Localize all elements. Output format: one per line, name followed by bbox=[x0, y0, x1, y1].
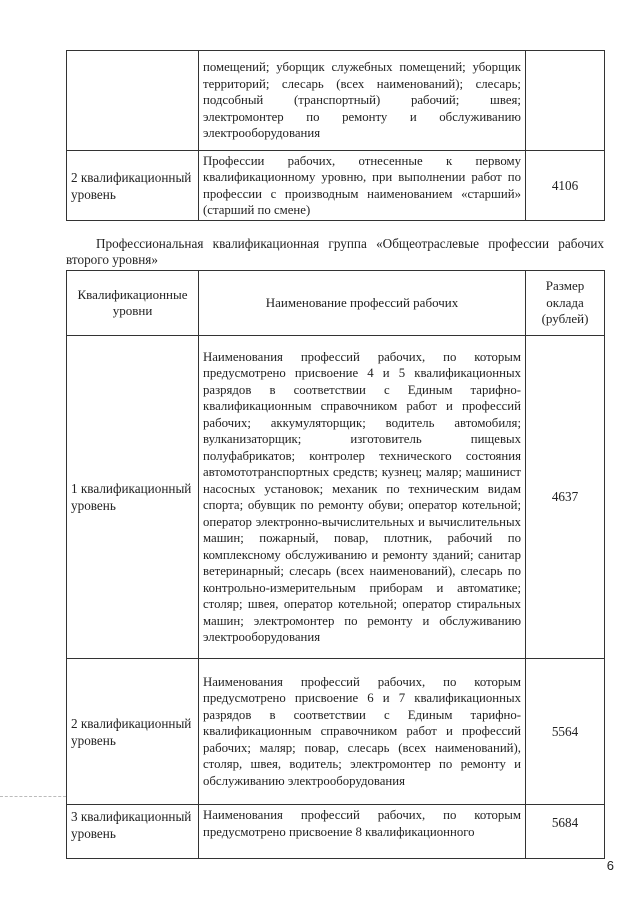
table-row bbox=[67, 659, 605, 805]
continued-qualification-table bbox=[66, 50, 605, 221]
table-row bbox=[67, 151, 605, 221]
salary-cell: 4106 bbox=[526, 151, 605, 221]
salary-cell: 5564 bbox=[526, 659, 605, 805]
table-row bbox=[67, 336, 605, 659]
salary-cell: 5684 bbox=[526, 805, 605, 859]
page-number: 6 bbox=[606, 858, 614, 873]
salary-cell: 4637 bbox=[526, 336, 605, 659]
profession-description-cell: Наименования профессий рабочих, по которым предусмотрено присвоение 8 квалификационного bbox=[199, 805, 526, 859]
level-cell: 3 квалификационный уровень bbox=[67, 805, 199, 859]
profession-description-cell: помещений; уборщик служебных помещений; уборщик территорий; слесарь (всех наименований); слесарь; подсобный (транспортный) рабочий; швея; электромонтер по ремонту и обслуживанию электрооборудования bbox=[199, 51, 526, 151]
level-cell: 2 квалификационный уровень bbox=[67, 151, 199, 221]
profession-description-cell: Профессии рабочих, отнесенные к первому квалификационному уровню, при выполнении работ по профессии с производным наименованием «старший» (старший по смене) bbox=[199, 151, 526, 221]
header-description: Наименование профессий рабочих bbox=[199, 271, 526, 336]
scan-fold-line bbox=[0, 796, 66, 797]
table-row bbox=[67, 51, 605, 151]
salary-cell bbox=[526, 51, 605, 151]
level-cell: 1 квалификационный уровень bbox=[67, 336, 199, 659]
group-caption: Профессиональная квалификационная группа «Общеотраслевые профессии рабочих второго уровня» bbox=[66, 236, 604, 267]
profession-description-cell: Наименования профессий рабочих, по которым предусмотрено присвоение 4 и 5 квалификационных разрядов в соответствии с Единым тарифно-квалификационным справочником работ и профессий рабочих; аккумуляторщик; водитель автомобиля; вулканизаторщик; изготовитель пищевых полуфабрикатов; контролер технического состояния автомототранспортных средств; кузнец; маляр; машинист насосных установок; механик по техническим видам спорта; обувщик по ремонту обуви; оператор котельной; оператор электронно-вычислительных и вычислительных машин; пожарный, повар, плотник, рабочий по комплексному обслуживанию и ремонту зданий; санитар ветеринарный; слесарь (всех наименований), слесарь по контрольно-измерительным приборам и автоматике; столяр; швея, оператор котельной; оператор стиральных машин; электромонтер по ремонту и обслуживанию электрооборудования bbox=[199, 336, 526, 659]
table-row bbox=[67, 805, 605, 859]
level-cell: 2 квалификационный уровень bbox=[67, 659, 199, 805]
header-level: Квалификационные уровни bbox=[67, 271, 199, 336]
level-cell bbox=[67, 51, 199, 151]
header-salary: Размер оклада (рублей) bbox=[526, 271, 605, 336]
qualification-table bbox=[66, 270, 605, 859]
table-header-row bbox=[67, 271, 605, 336]
profession-description-cell: Наименования профессий рабочих, по которым предусмотрено присвоение 6 и 7 квалификационных разрядов в соответствии с Единым тарифно-квалификационным справочником работ и профессий рабочих; маляр; повар, слесарь (всех наименований), столяр, швея, водитель; электромонтер по ремонту и обслуживанию электрооборудования bbox=[199, 659, 526, 805]
